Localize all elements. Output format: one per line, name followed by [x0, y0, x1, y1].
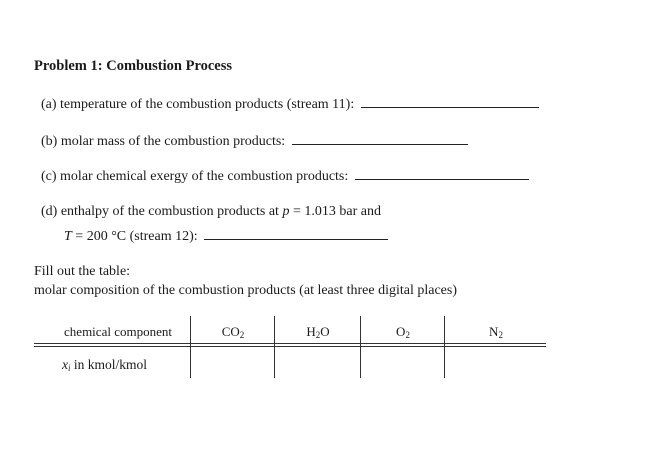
item-d-label: (d)	[41, 204, 58, 219]
answer-a-blank[interactable]	[361, 106, 539, 108]
item-b-text: molar mass of the combustion products:	[60, 134, 286, 149]
row-label-xi	[62, 357, 147, 373]
cell-n2[interactable]	[446, 348, 546, 376]
table-hline-top	[34, 343, 546, 344]
cell-h2o[interactable]	[276, 348, 358, 376]
item-a-label: (a)	[41, 97, 57, 112]
item-d-p-var: p	[282, 204, 290, 219]
table-vline-3	[360, 316, 361, 378]
item-a-text: temperature of the combustion products (stream 11):	[60, 97, 355, 112]
item-a	[41, 97, 539, 113]
header-n2	[446, 324, 546, 340]
header-co2-text: CO	[221, 324, 240, 339]
item-d-line2	[64, 229, 388, 245]
answer-d-blank[interactable]	[204, 238, 388, 240]
cell-o2[interactable]	[362, 348, 442, 376]
row-label-sub: i	[68, 363, 71, 373]
header-n2-text: N	[489, 324, 499, 339]
header-h2o-sub: 2	[315, 330, 321, 340]
item-d-T-var: T	[64, 229, 72, 244]
table-intro-line1: Fill out the table:	[34, 264, 131, 279]
item-c-label: (c)	[41, 169, 57, 184]
table-vline-1	[190, 316, 191, 378]
header-co2	[192, 324, 274, 340]
item-c-text: molar chemical exergy of the combustion products:	[60, 169, 349, 184]
header-h2o-text: H	[306, 324, 316, 339]
item-b	[41, 134, 468, 150]
header-n2-sub: 2	[498, 330, 503, 340]
row-label-text: in kmol/kmol	[70, 357, 148, 372]
table-vline-4	[444, 316, 445, 378]
header-o2-sub: 2	[405, 330, 410, 340]
header-chemical-component: chemical component	[64, 324, 172, 339]
composition-table	[34, 316, 548, 386]
header-h2o-tail: O	[320, 324, 330, 339]
row-label-var: x	[62, 357, 68, 372]
header-o2-text: O	[396, 324, 406, 339]
item-d-p-value: = 1.013 bar and	[292, 204, 381, 219]
table-hline-bottom	[34, 346, 546, 347]
answer-b-blank[interactable]	[292, 143, 468, 145]
item-d-text: enthalpy of the combustion products at	[60, 204, 279, 219]
cell-co2[interactable]	[192, 348, 272, 376]
header-h2o	[276, 324, 360, 340]
table-vline-2	[274, 316, 275, 378]
item-d-T-value: = 200 °C (stream 12):	[75, 229, 198, 244]
answer-c-blank[interactable]	[355, 178, 529, 180]
header-co2-sub: 2	[239, 330, 245, 340]
header-o2	[362, 324, 444, 340]
item-b-label: (b)	[41, 134, 58, 149]
item-c	[41, 169, 529, 185]
table-intro-line2: molar composition of the combustion products (at least three digital places)	[34, 283, 458, 298]
item-d	[41, 204, 381, 220]
problem-title: Problem 1: Combustion Process	[34, 58, 233, 74]
